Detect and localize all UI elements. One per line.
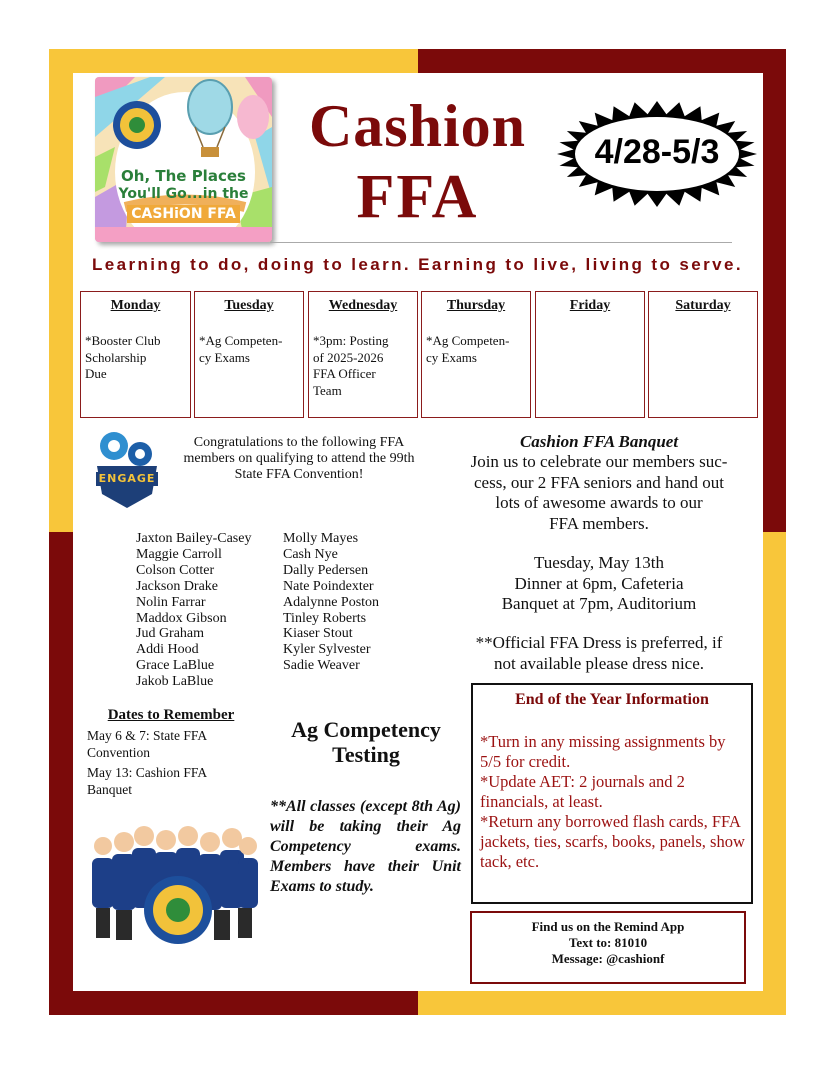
member-name: Tinley Roberts: [283, 610, 367, 626]
day-heading: Monday: [110, 298, 161, 313]
date-item: [87, 765, 257, 798]
member-name: Molly Mayes: [283, 531, 359, 546]
banquet-line: Banquet at 7pm, Auditorium: [501, 594, 697, 613]
header-divider: [270, 242, 732, 243]
day-heading: Wednesday: [328, 298, 398, 313]
calendar-monday: [80, 291, 191, 418]
event-line: cy Exams: [426, 349, 477, 365]
event-line: *Ag Competen-: [426, 333, 510, 348]
member-name: Maggie Carroll: [136, 546, 222, 562]
member-name: Addi Hood: [136, 642, 199, 658]
date-item: [87, 728, 257, 761]
event-line: *3pm: Posting: [313, 333, 389, 348]
calendar-friday: [535, 291, 645, 418]
ag-competency-title: [268, 717, 464, 767]
event-line: cy Exams: [199, 349, 250, 365]
ag-competency-body: **All classes (except 8th Ag) will be taking their Ag Competency exams. Members have their Unit Exams to study.: [270, 798, 461, 895]
member-name: Jackson Drake: [136, 578, 219, 594]
day-heading: Thursday: [446, 298, 506, 313]
member-name: Cash Nye: [283, 546, 338, 562]
member-name: Adalynne Poston: [283, 594, 380, 610]
ffa-motto: Learning to do, doing to learn. Earning to live, living to serve.: [92, 255, 743, 274]
day-heading: Tuesday: [224, 298, 274, 313]
day-events: [199, 333, 299, 366]
end-of-year-box: [471, 683, 753, 904]
member-name: Grace LaBlue: [136, 658, 215, 674]
member-name: Jakob LaBlue: [136, 674, 214, 690]
member-list-col2: [283, 531, 379, 674]
member-list-col1: [136, 531, 251, 690]
ffa-members-illustration: [88, 818, 260, 948]
member-name: Jud Graham: [136, 626, 205, 642]
member-name: Dally Pedersen: [283, 562, 369, 578]
calendar-thursday: [421, 291, 531, 418]
member-name: Maddox Gibson: [136, 610, 227, 626]
logo-text: [95, 167, 272, 223]
date-range: 4/28-5/3: [594, 133, 720, 171]
date-line: Banquet: [87, 781, 132, 797]
event-line: Scholarship: [85, 349, 147, 365]
banquet-details: [450, 553, 748, 615]
logo-line-1: Oh, The Places: [121, 167, 246, 185]
banquet-line: not available please dress nice.: [493, 653, 705, 673]
title-cashion: Cashion: [308, 93, 527, 159]
member-name: Nolin Farrar: [136, 594, 206, 610]
congrats-line: State FFA Convention!: [234, 467, 364, 482]
calendar-tuesday: [194, 291, 304, 418]
dates-to-remember-heading: Dates to Remember: [107, 707, 235, 723]
event-line: of 2025-2026: [313, 349, 384, 365]
calendar-wednesday: [308, 291, 418, 418]
event-line: *Booster Club: [85, 333, 161, 348]
banquet-line: Join us to celebrate our members suc-: [470, 452, 728, 471]
remind-line: Message: @cashionf: [551, 951, 665, 966]
banquet-line: Dinner at 6pm, Cafeteria: [514, 573, 684, 593]
member-name: Sadie Weaver: [283, 658, 360, 674]
end-of-year-item: *Return any borrowed flash cards, FFA jackets, ties, scarfs, books, panels, show tack, etc.: [480, 812, 745, 871]
banquet-line: cess, our 2 FFA seniors and hand out: [474, 472, 724, 492]
date-line: May 13: Cashion FFA: [87, 765, 208, 780]
places-youll-go-logo: [95, 77, 272, 242]
remind-app-box: [470, 911, 746, 984]
member-name: Kyler Sylvester: [283, 642, 371, 658]
banquet-dress-code: [450, 633, 748, 674]
congrats-line: Congratulations to the following FFA: [193, 435, 405, 450]
banquet-title: Cashion FFA Banquet: [519, 432, 679, 451]
event-line: Team: [313, 382, 342, 398]
day-events: [426, 333, 526, 366]
event-line: *Ag Competen-: [199, 333, 283, 348]
remind-line: Text to: 81010: [568, 935, 648, 950]
day-events: [85, 333, 186, 383]
calendar-saturday: [648, 291, 758, 418]
date-line: May 6 & 7: State FFA: [87, 728, 208, 743]
congrats-line: members on qualifying to attend the 99th: [183, 451, 415, 466]
day-events: [313, 333, 413, 399]
member-name: Kiaser Stout: [283, 626, 353, 642]
ag-title-line: Testing: [332, 742, 400, 767]
logo-line-2: You'll Go...in the: [118, 186, 249, 202]
member-name: Nate Poindexter: [283, 578, 374, 594]
engage-logo-text: ENGAGE: [98, 472, 156, 485]
member-name: Colson Cotter: [136, 562, 215, 578]
banquet-intro: [450, 452, 748, 534]
banquet-line: Tuesday, May 13th: [533, 553, 665, 572]
end-of-year-title: End of the Year Information: [515, 691, 709, 708]
remind-line: Find us on the Remind App: [531, 919, 685, 934]
ag-title-line: Ag Competency: [291, 717, 441, 742]
banquet-line: **Official FFA Dress is preferred, if: [475, 633, 723, 652]
title-ffa: FFA: [356, 163, 479, 231]
member-name: Jaxton Bailey-Casey: [136, 531, 252, 546]
event-line: FFA Officer: [313, 366, 376, 381]
end-of-year-item: *Turn in any missing assignments by 5/5 for credit.: [480, 732, 726, 771]
banquet-line: lots of awesome awards to our: [495, 493, 703, 512]
banquet-line: FFA members.: [549, 513, 649, 533]
end-of-year-item: *Update AET: 2 journals and 2 financials, at least.: [480, 772, 685, 811]
date-line: Convention: [87, 744, 150, 760]
logo-line-3: CASHiON FFA: [127, 205, 240, 223]
day-heading: Saturday: [675, 298, 731, 313]
engage-logo: [92, 428, 162, 512]
day-heading: Friday: [569, 298, 611, 313]
event-line: Due: [85, 366, 107, 381]
convention-congrats: [168, 435, 430, 483]
